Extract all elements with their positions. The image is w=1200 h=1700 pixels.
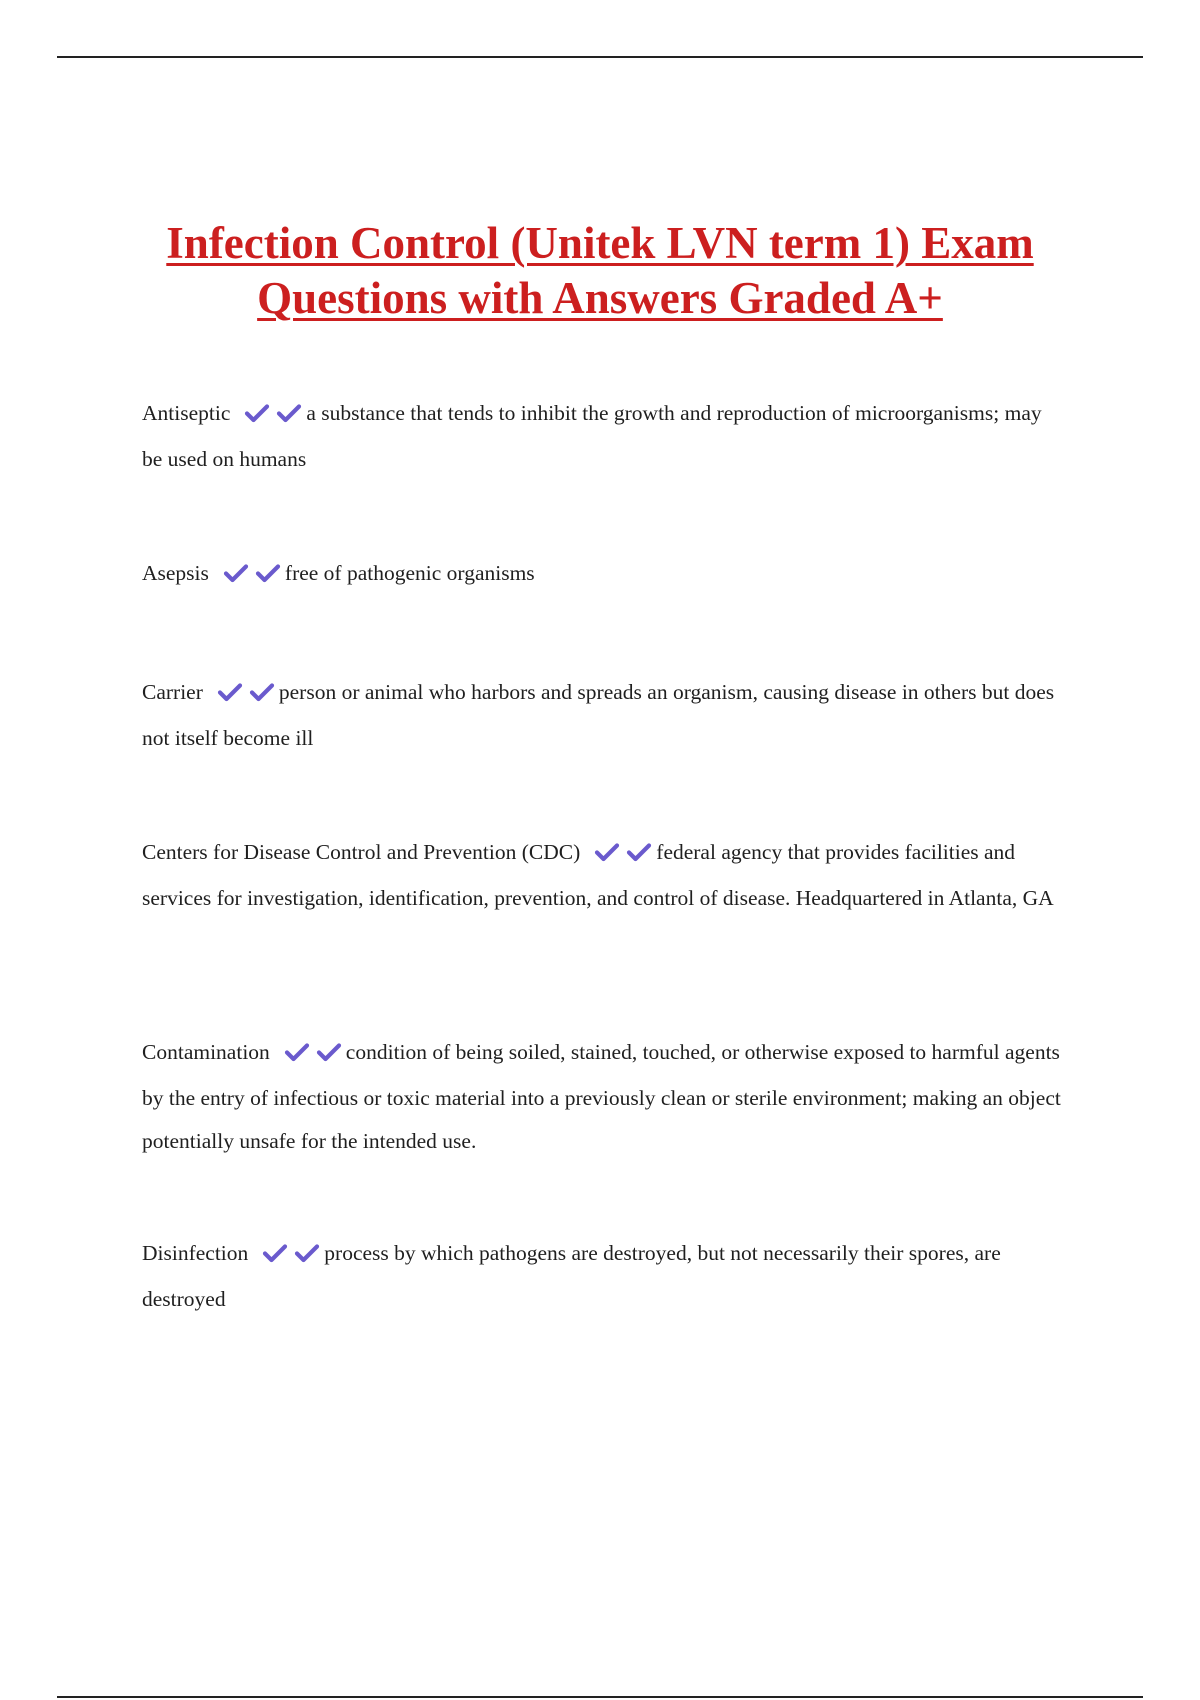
entry-term: Disinfection [142,1241,249,1265]
checkmark-icon [294,1243,320,1263]
answer-checks [594,834,652,877]
checkmark-icon [316,1042,342,1062]
entry-definition: a substance that tends to inhibit the growth and reproduction of microorganisms; may be used on humans [142,401,1042,471]
answer-checks [244,395,302,438]
glossary-entry-antiseptic [142,392,1062,481]
glossary-entry-asepsis [142,552,1062,598]
checkmark-icon [626,842,652,862]
bottom-rule [57,1696,1143,1698]
checkmark-icon [276,403,302,423]
entry-definition: free of pathogenic organisms [284,561,535,585]
entry-term: Centers for Disease Control and Prevention (CDC) [142,840,581,864]
checkmark-icon [255,563,281,583]
checkmark-icon [244,403,270,423]
entry-term: Contamination [142,1040,270,1064]
glossary-entry-contamination [142,1031,1062,1163]
glossary-entry-cdc [142,831,1062,920]
glossary-entry-carrier [142,671,1062,760]
entry-term: Antiseptic [142,401,231,425]
title-line-2: Questions with Answers Graded A+ [257,273,943,323]
answer-checks [284,1034,342,1077]
checkmark-icon [217,682,243,702]
checkmark-icon [249,682,275,702]
entry-definition: federal agency that provides facilities and services for investigation, identification, prevention, and control of disease. Headquartered in Atlanta, GA [142,840,1054,910]
answer-checks [223,555,281,598]
checkmark-icon [284,1042,310,1062]
document-title [100,216,1100,326]
checkmark-icon [594,842,620,862]
answer-checks [217,674,275,717]
title-line-1: Infection Control (Unitek LVN term 1) Exam [166,218,1034,268]
answer-checks [262,1235,320,1278]
checkmark-icon [223,563,249,583]
top-rule [57,56,1143,58]
entry-definition: process by which pathogens are destroyed, but not necessarily their spores, are destroyed [142,1241,1001,1311]
entry-definition: person or animal who harbors and spreads an organism, causing disease in others but does not itself become ill [142,680,1055,750]
entry-term: Asepsis [142,561,209,585]
entry-definition: condition of being soiled, stained, touched, or otherwise exposed to harmful agents by the entry of infectious or toxic material into a previously clean or sterile environment; making an object potentially unsafe for the intended use. [142,1040,1061,1153]
glossary-entry-disinfection [142,1232,1062,1321]
checkmark-icon [262,1243,288,1263]
entry-term: Carrier [142,680,203,704]
